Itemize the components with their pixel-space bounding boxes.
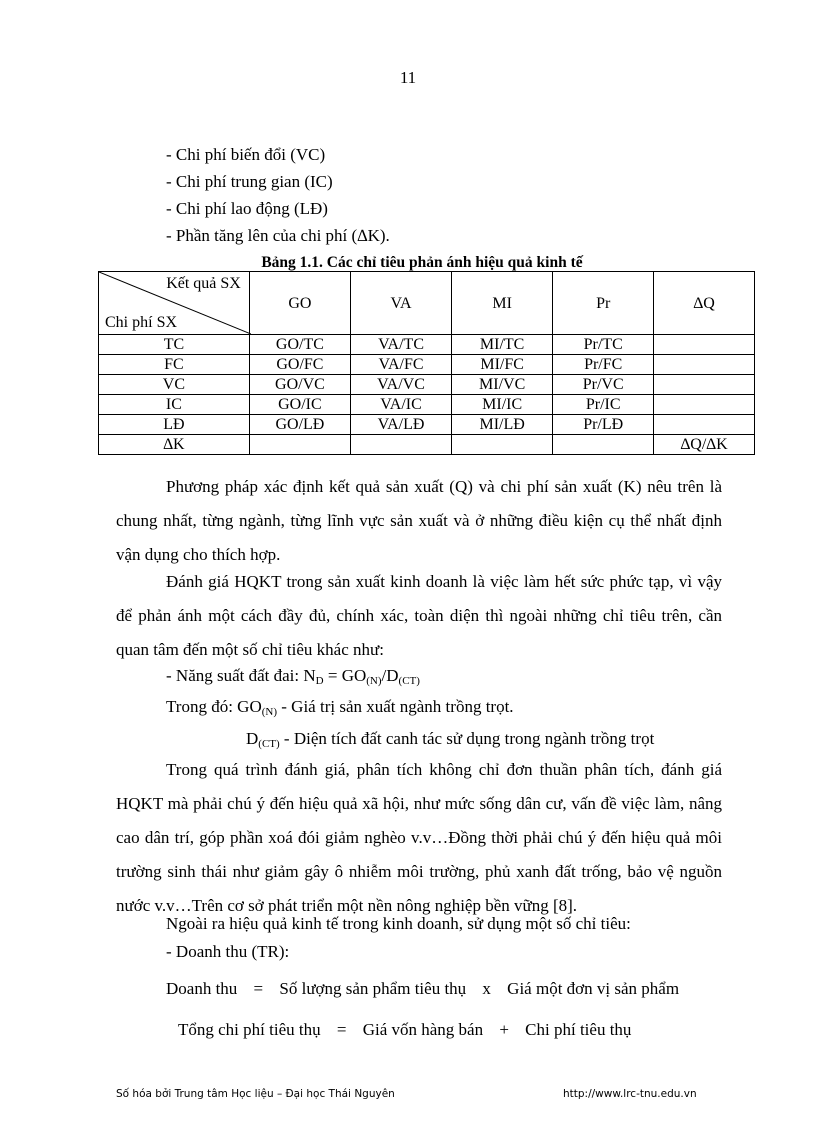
table-cell bbox=[654, 375, 755, 395]
table-cell: GO/FC bbox=[249, 355, 350, 375]
table-cell: VA/VC bbox=[350, 375, 451, 395]
table-cell: VA/IC bbox=[350, 395, 451, 415]
row-header: VC bbox=[99, 375, 250, 395]
productivity-eq: = GO bbox=[323, 666, 367, 685]
row-header: IC bbox=[99, 395, 250, 415]
table-cell bbox=[654, 355, 755, 375]
table-cell: GO/TC bbox=[249, 335, 350, 355]
formula-term: Chi phí tiêu thụ bbox=[525, 1020, 632, 1039]
where-d-text: - Diện tích đất canh tác sử dụng trong ngành trồng trọt bbox=[279, 729, 655, 748]
table-cell: GO/IC bbox=[249, 395, 350, 415]
where-text: - Giá trị sản xuất ngành trồng trọt. bbox=[277, 697, 514, 716]
table-row bbox=[99, 415, 755, 435]
table-cell bbox=[654, 415, 755, 435]
cost-formula bbox=[178, 1020, 631, 1040]
table-cell: GO/VC bbox=[249, 375, 350, 395]
table-cell: MI/VC bbox=[452, 375, 553, 395]
table-cell bbox=[654, 395, 755, 415]
list-item: - Chi phí lao động (LĐ) bbox=[166, 199, 328, 218]
table-header-row bbox=[99, 272, 755, 335]
list-item: - Phần tăng lên của chi phí (∆K). bbox=[166, 226, 390, 245]
formula-lhs: Doanh thu bbox=[166, 979, 238, 998]
table-cell: Pr/FC bbox=[553, 355, 654, 375]
table-cell bbox=[249, 435, 350, 455]
table-row bbox=[99, 395, 755, 415]
table-row bbox=[99, 435, 755, 455]
productivity-label: - Năng suất đất đai: N bbox=[166, 666, 316, 685]
column-header: VA bbox=[350, 272, 451, 335]
paragraph: Trong quá trình đánh giá, phân tích không chỉ đơn thuần phân tích, đánh giá HQKT mà phải chú ý đến hiệu quả xã hội, như mức sống dân cư, vấn đề việc làm, nâng cao dân trí, góp phần xoá đói giảm nghèo v.v…Đồng thời phải chú ý đến hiệu quả môi trường sinh thái như giảm gây ô nhiễm môi trường, phủ xanh đất trống, bảo vệ nguồn nước v.v…Trên cơ sở phát triển một nền nông nghiệp bền vững [8]. bbox=[116, 760, 722, 915]
column-header: ∆Q bbox=[654, 272, 755, 335]
list-item: - Chi phí biến đổi (VC) bbox=[166, 145, 326, 164]
metrics-table bbox=[98, 271, 755, 455]
paragraph: Đánh giá HQKT trong sản xuất kinh doanh là việc làm hết sức phức tạp, vì vậy để phản ánh một cách đầy đủ, chính xác, toàn diện thì ngoài những chỉ tiêu trên, cần quan tâm đến một số chỉ tiêu khác như: bbox=[116, 572, 722, 659]
table-cell: VA/TC bbox=[350, 335, 451, 355]
where-d: D bbox=[246, 729, 259, 748]
formula-equals: = bbox=[336, 1020, 347, 1039]
page-number: 11 bbox=[399, 68, 417, 87]
row-header: FC bbox=[99, 355, 250, 375]
table-cell: Pr/TC bbox=[553, 335, 654, 355]
where-sub-ct: (CT) bbox=[258, 738, 280, 750]
paragraph: Phương pháp xác định kết quả sản xuất (Q) và chi phí sản xuất (K) nêu trên là chung nhất, từng ngành, từng lĩnh vực sản xuất và ở những điều kiện cụ thể nhất định vận dụng cho thích hợp. bbox=[116, 477, 722, 564]
paragraph: Ngoài ra hiệu quả kinh tế trong kinh doanh, sử dụng một số chỉ tiêu: bbox=[166, 914, 631, 933]
row-header: TC bbox=[99, 335, 250, 355]
formula-lhs: Tổng chi phí tiêu thụ bbox=[178, 1020, 321, 1039]
table-cell: MI/LĐ bbox=[452, 415, 553, 435]
table-cell bbox=[654, 335, 755, 355]
where-prefix: Trong đó: GO bbox=[166, 697, 262, 716]
where-d-line bbox=[246, 729, 654, 750]
table-cell: Pr/IC bbox=[553, 395, 654, 415]
formula-equals: = bbox=[253, 979, 264, 998]
formula-term: Giá vốn hàng bán bbox=[362, 1020, 484, 1039]
row-header: ∆K bbox=[99, 435, 250, 455]
list-item: - Chi phí trung gian (IC) bbox=[166, 172, 333, 191]
table-row bbox=[99, 355, 755, 375]
table-cell: Pr/LĐ bbox=[553, 415, 654, 435]
table-cell: ∆Q/∆K bbox=[654, 435, 755, 455]
table-cell bbox=[350, 435, 451, 455]
formula-operator: x bbox=[482, 979, 491, 998]
table-cell: VA/FC bbox=[350, 355, 451, 375]
table-cell bbox=[553, 435, 654, 455]
table-cell: MI/FC bbox=[452, 355, 553, 375]
productivity-sub-n: (N) bbox=[366, 675, 382, 687]
table-row bbox=[99, 375, 755, 395]
table-row bbox=[99, 335, 755, 355]
corner-top-label: Kết quả SX bbox=[166, 275, 241, 292]
formula-operator: + bbox=[499, 1020, 509, 1039]
revenue-heading: - Doanh thu (TR): bbox=[166, 942, 290, 961]
column-header: GO bbox=[249, 272, 350, 335]
table-cell bbox=[452, 435, 553, 455]
productivity-formula bbox=[166, 666, 420, 687]
table-cell: GO/LĐ bbox=[249, 415, 350, 435]
column-header: Pr bbox=[553, 272, 654, 335]
formula-term: Số lượng sản phẩm tiêu thụ bbox=[279, 979, 467, 998]
column-header: MI bbox=[452, 272, 553, 335]
table-cell: MI/TC bbox=[452, 335, 553, 355]
where-sub-n: (N) bbox=[261, 706, 278, 718]
corner-bottom-label: Chi phí SX bbox=[105, 314, 178, 331]
table-cell: VA/LĐ bbox=[350, 415, 451, 435]
revenue-formula bbox=[166, 979, 679, 999]
productivity-sub-ct: (CT) bbox=[398, 675, 420, 687]
formula-term: Giá một đơn vị sản phẩm bbox=[507, 979, 680, 998]
productivity-sub-d: D bbox=[315, 675, 324, 687]
footer-url: http://www.lrc-tnu.edu.vn bbox=[563, 1088, 697, 1100]
table-cell: MI/IC bbox=[452, 395, 553, 415]
row-header: LĐ bbox=[99, 415, 250, 435]
table-cell: Pr/VC bbox=[553, 375, 654, 395]
table-caption: Bảng 1.1. Các chỉ tiêu phản ánh hiệu quả kinh tế bbox=[261, 254, 583, 271]
footer-left: Số hóa bởi Trung tâm Học liệu – Đại học Thái Nguyên bbox=[116, 1088, 395, 1100]
corner-cell bbox=[99, 272, 250, 335]
where-line bbox=[166, 697, 514, 718]
productivity-slash: /D bbox=[381, 666, 399, 685]
